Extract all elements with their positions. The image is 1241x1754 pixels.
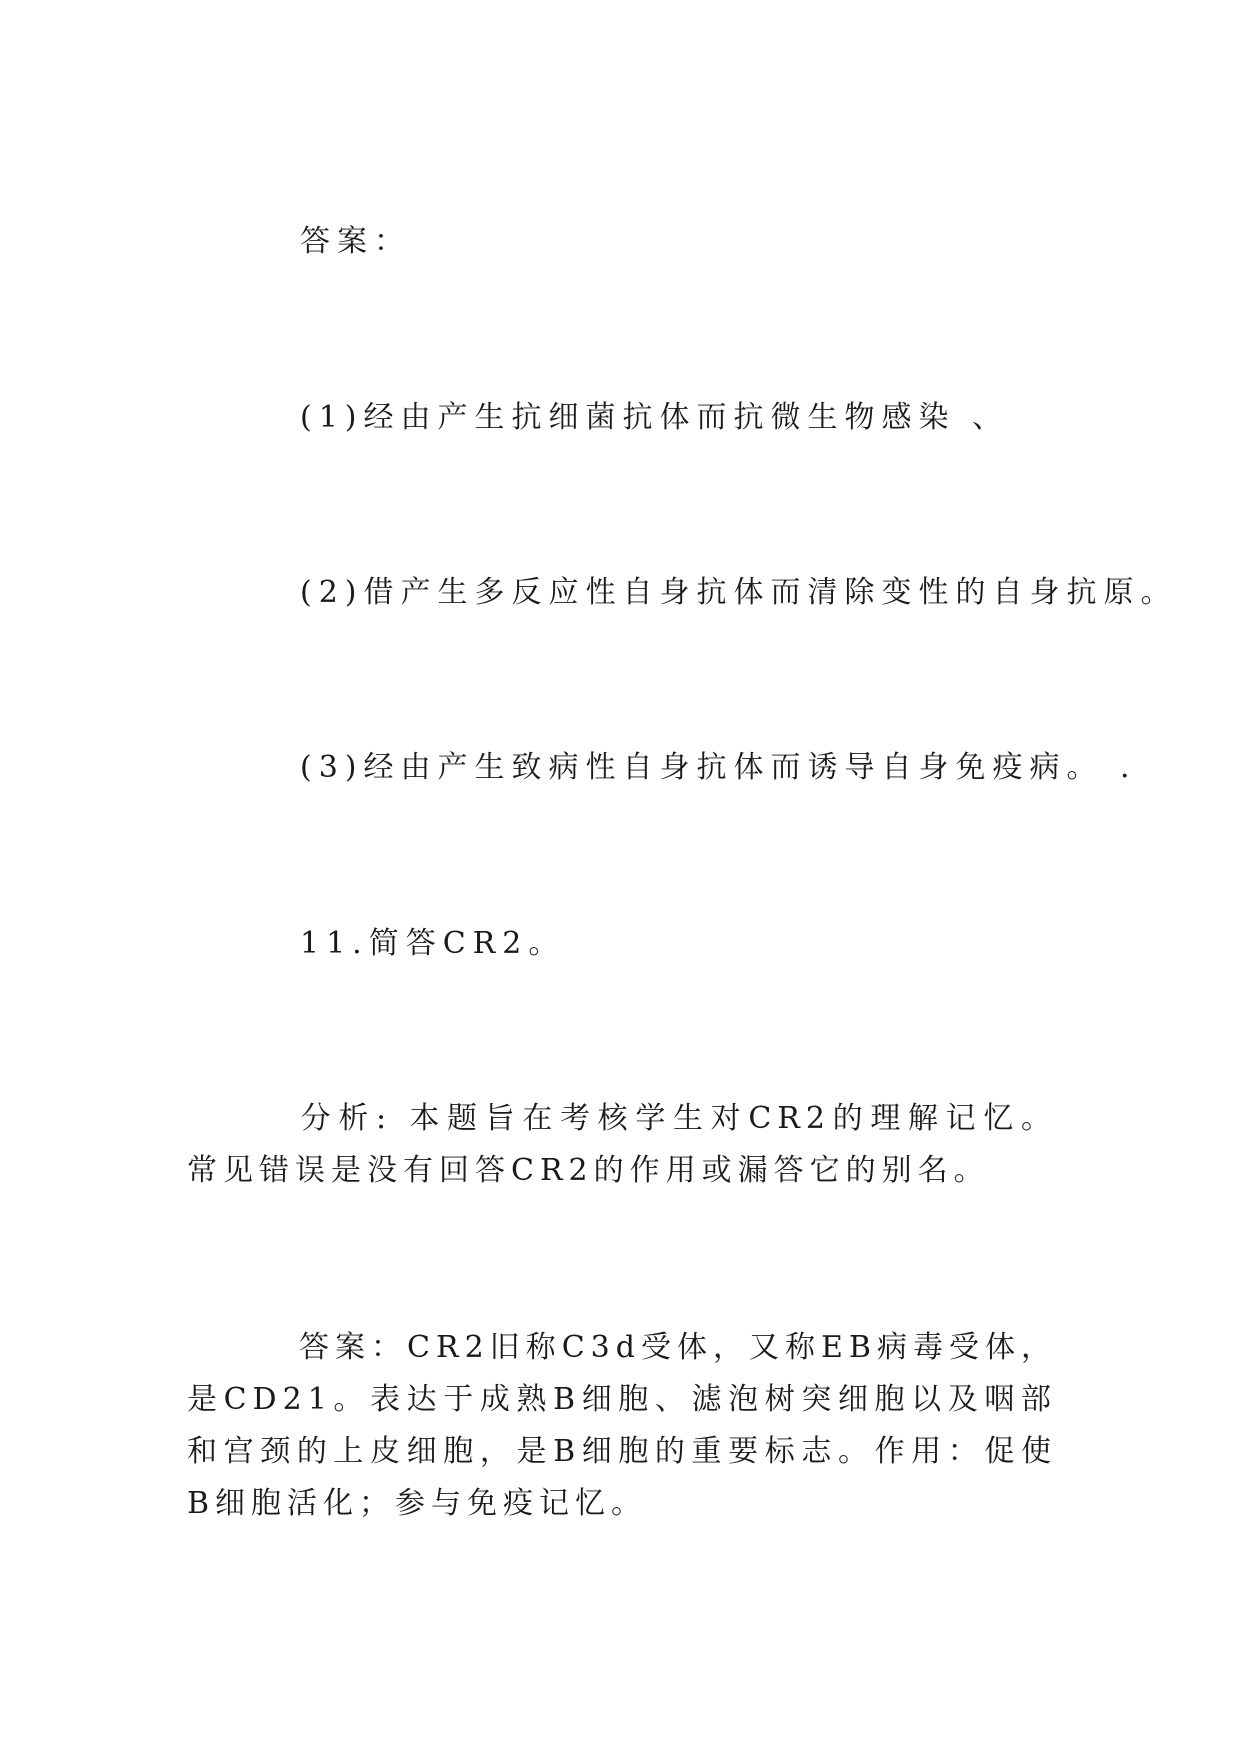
answer-item-2: (2)借产生多反应性自身抗体而清除变性的自身抗原。 (300, 575, 1178, 610)
cr2-answer-text: 答案：CR2旧称C3d受体，又称EB病毒受体，是CD21。表达于成熟B细胞、滤泡树突细胞以及咽部和宫颈的上皮细胞，是B细胞的重要标志。作用：促使B细胞活化；参与免疫记忆。 (187, 1330, 1057, 1521)
analysis-text: 分析: 本题旨在考核学生对CR2的理解记忆。常见错误是没有回答CR2的作用或漏答它的别名。 (187, 1101, 1057, 1188)
answer-item-3: (3)经由产生致病性自身抗体而诱导自身免疫病。 . (300, 750, 1137, 785)
cr2-answer-paragraph (187, 1322, 1057, 1530)
answer-heading: 答案： (300, 224, 411, 259)
analysis-paragraph (187, 1093, 1057, 1197)
answer-item-1: (1)经由产生抗细菌抗体而抗微生物感染 、 (300, 400, 1010, 435)
question-11: 11.简答CR2。 (300, 926, 566, 961)
